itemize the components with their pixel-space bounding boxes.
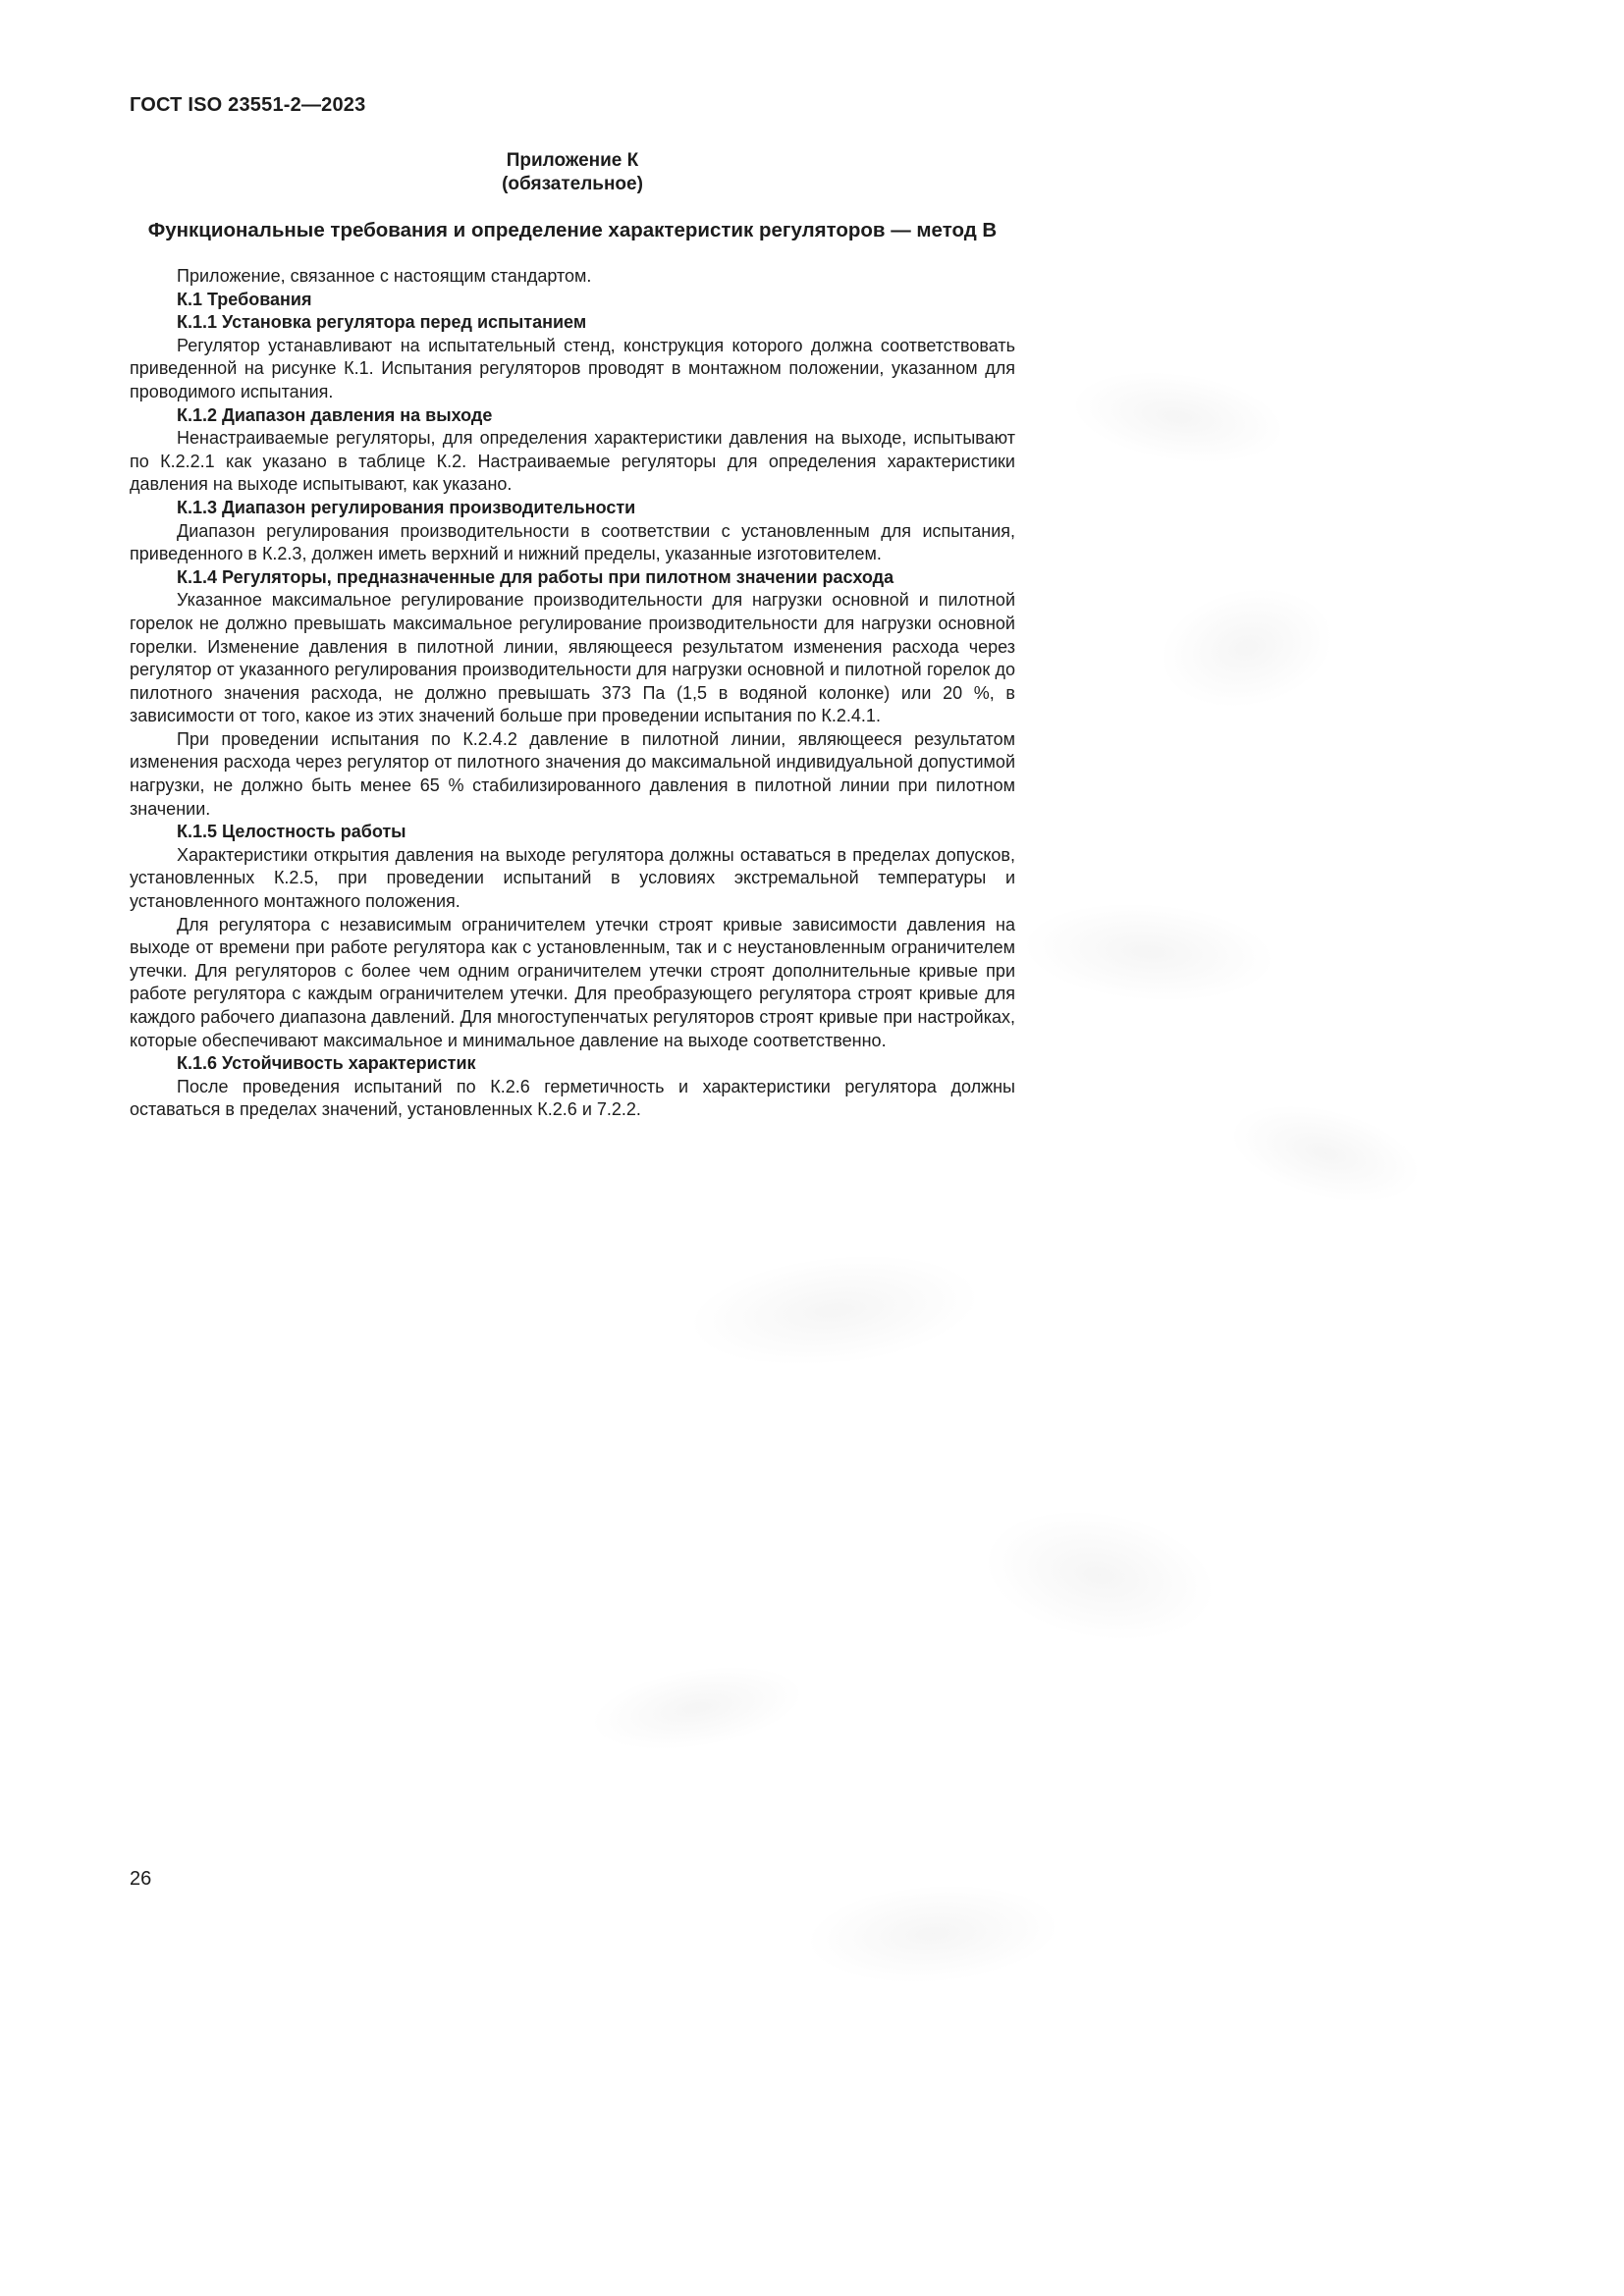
scan-artifact <box>1065 358 1291 476</box>
scan-artifact <box>973 1492 1227 1659</box>
body-paragraph: Приложение, связанное с настоящим стандартом. <box>177 266 592 286</box>
page-number: 26 <box>130 1868 152 1890</box>
body-paragraph: Ненастраиваемые регуляторы, для определения характеристики давления на выходе, испытывают по К.2.2.1 как указано в таблице К.2. Настраиваемые регуляторы для определения характеристики давления на выходе испытывают, как указано. <box>130 428 1015 495</box>
scan-artifact <box>1148 572 1345 724</box>
scan-artifact <box>584 1652 810 1763</box>
appendix-kind: (обязательное) <box>502 174 643 194</box>
section-heading: К.1.3 Диапазон регулирования производительности <box>177 497 636 517</box>
section-heading: К.1 Требования <box>177 289 312 309</box>
appendix-label: Приложение К <box>506 150 639 171</box>
section-heading: К.1.2 Диапазон давления на выходе <box>177 404 493 425</box>
section-heading: К.1.5 Целостность работы <box>177 822 406 842</box>
section-heading: К.1.6 Устойчивость характеристик <box>177 1053 476 1074</box>
scan-artifact <box>682 1242 987 1380</box>
body-paragraph: Характеристики открытия давления на выходе регулятора должны оставаться в пределах допусков, установленных К.2.5, при проведении испытаний в условиях экстремальной температуры и установленного монтажного положения. <box>130 844 1015 912</box>
body-paragraph: После проведения испытаний по К.2.6 герметичность и характеристики регулятора должны оставаться в пределах значений, установленных К.2.6 и 7.2.2. <box>130 1076 1015 1120</box>
document-standard-number: ГОСТ ISO 23551-2—2023 <box>130 94 366 116</box>
document-body <box>130 265 1015 1122</box>
document-content <box>130 149 1015 1122</box>
body-paragraph: При проведении испытания по К.2.4.2 давление в пилотной линии, являющееся результатом изменения расхода через регулятор от пилотного значения до максимальной индивидуальной допустимой нагрузки, не должно быть менее 65 % стабилизированного давления в пилотной линии при пилотном значении. <box>130 728 1015 819</box>
body-paragraph: Диапазон регулирования производительности в соответствии с установленным для испытания, приведенного в К.2.3, должен иметь верхний и нижний пределы, указанные изготовителем. <box>130 520 1015 564</box>
body-paragraph: Указанное максимальное регулирование производительности для нагрузки основной и пилотной горелок не должно превышать максимальное регулирование производительности для нагрузки основной горелки. Изменение давления в пилотной линии, являющееся результатом изменения расхода через регулятор от указанного регулирования производительности для нагрузки основной и пилотной горелок до пилотного значения расхода, не должно превышать 373 Па (1,5 в водяной колонке) или 20 %, в зависимости от того, какое из этих значений больше при проведении испытания по К.2.4.1. <box>130 590 1015 726</box>
scan-artifact <box>1018 894 1279 1010</box>
scan-artifact <box>1219 1087 1432 1220</box>
appendix-title: Функциональные требования и определение характеристик регуляторов — метод В <box>147 219 998 241</box>
scan-artifact <box>802 1876 1063 1992</box>
body-paragraph: Для регулятора с независимым ограничителем утечки строят кривые зависимости давления на выходе от времени при работе регулятора как с установленным, так и с неустановленным ограничителем утечки. Для регуляторов с более чем одним ограничителем утечки строят дополнительные кривые при работе регулятора с каждым ограничителем утечки. Для преобразующего регулятора строят кривые для каждого рабочего диапазона давлений. Для многоступенчатых регуляторов строят кривые при настройках, которые обеспечивают максимальное и минимальное давление на выходе соответственно. <box>130 914 1015 1050</box>
body-paragraph: Регулятор устанавливают на испытательный стенд, конструкция которого должна соответствовать приведенной на рисунке К.1. Испытания регуляторов проводят в монтажном положении, указанном для проводимого испытания. <box>130 335 1015 401</box>
section-heading: К.1.1 Установка регулятора перед испытанием <box>177 312 587 333</box>
section-heading: К.1.4 Регуляторы, предназначенные для работы при пилотном значении расхода <box>177 566 894 587</box>
